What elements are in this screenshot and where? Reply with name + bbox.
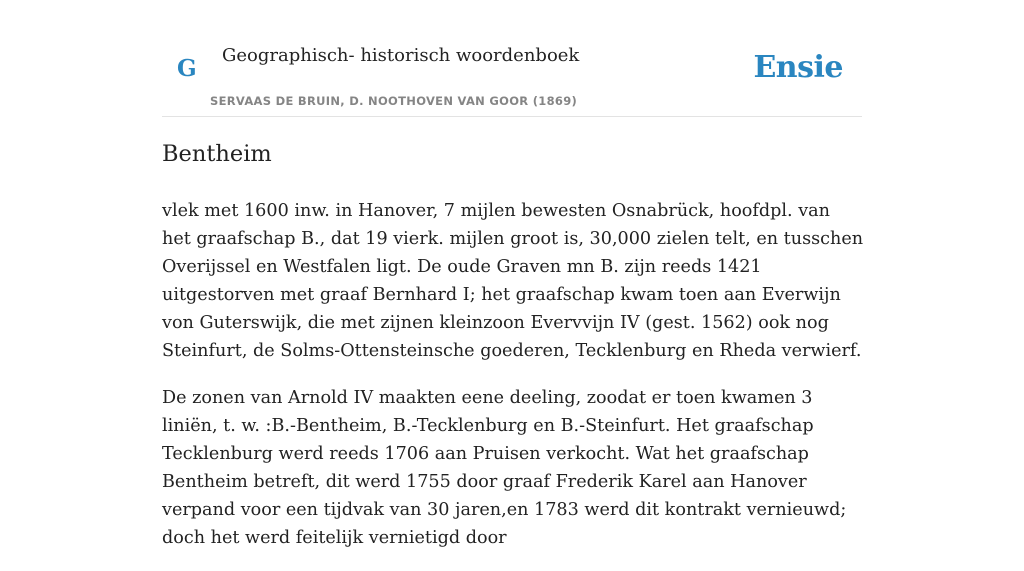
book-title-link[interactable]: Geographisch- historisch woordenboek [222, 45, 580, 66]
ensie-logo[interactable]: Ensie [753, 50, 843, 85]
entry-body [162, 197, 864, 552]
entry-paragraph: vlek met 1600 inw. in Hanover, 7 mijlen bewesten Osnabrück, hoofdpl. van het graafschap B., dat 19 vierk. mijlen groot is, 30,000 zielen telt, en tusschen Overijssel en Westfalen ligt. De oude Graven mn B. zijn reeds 1421 uitgestorven met graaf Bernhard I; het graafschap kwam toen aan Everwijn von Guterswijk, die met zijnen kleinzoon Evervvijn IV (gest. 1562) ook nog Steinfurt, de Solms-Ottensteinsche goederen, Tecklenburg en Rheda verwierf. [162, 201, 864, 361]
book-letter-icon[interactable]: G [177, 55, 197, 82]
entry-title: Bentheim [162, 141, 272, 167]
entry [162, 138, 864, 571]
entry-paragraph: De zonen van Arnold IV maakten eene deeling, zoodat er toen kwamen 3 liniën, t. w. :B.-Bentheim, B.-Tecklenburg en B.-Steinfurt. Het graafschap Tecklenburg werd reeds 1706 aan Pruisen verkocht. Wat het graafschap Bentheim betreft, dit werd 1755 door graaf Frederik Karel aan Hanover verpand voor een tijdvak van 30 jaren,en 1783 werd dit kontrakt vernieuwd; doch het werd feitelijk vernietigd door [162, 388, 847, 548]
header [162, 0, 862, 117]
book-author: SERVAAS DE BRUIN, D. NOOTHOVEN VAN GOOR (1869) [210, 94, 578, 108]
